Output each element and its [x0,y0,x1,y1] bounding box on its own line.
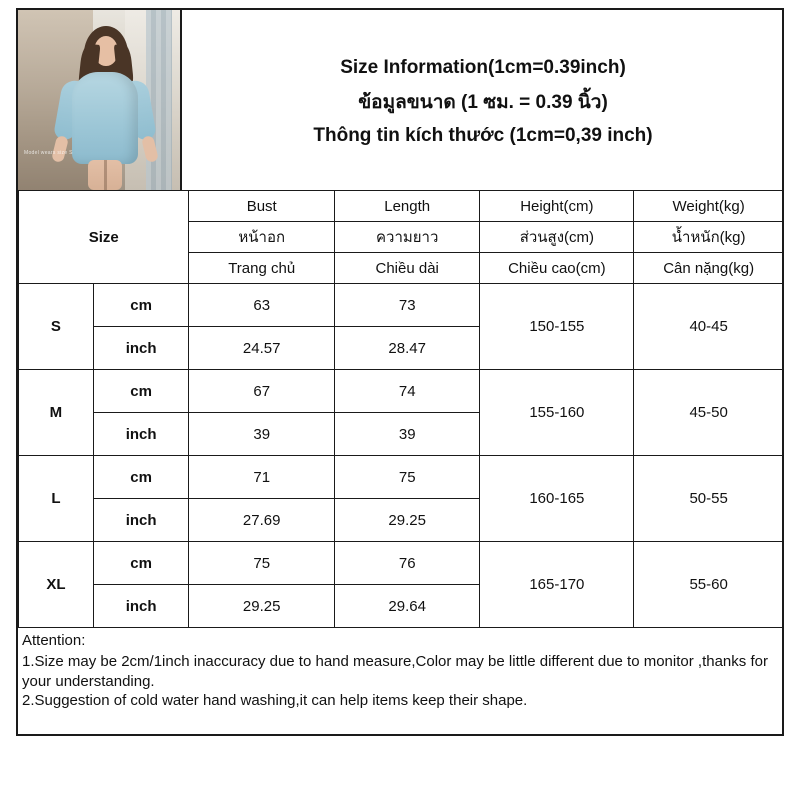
bust-inch-s: 24.57 [189,327,335,370]
header-weight-th: น้ำหนัก(kg) [634,222,784,253]
weight-l: 50-55 [634,456,784,542]
height-s: 150-155 [480,284,634,370]
table-row [19,284,784,327]
title-thai: ข้อมูลขนาด (1 ซม. = 0.39 นิ้ว) [358,92,608,113]
size-table [18,190,784,628]
header-bust-vi: Trang chủ [189,253,335,284]
unit-inch-xl: inch [93,585,189,628]
header-size-label: Size [19,191,189,284]
header-length-en: Length [334,191,480,222]
unit-inch-l: inch [93,499,189,542]
length-cm-xl: 76 [334,542,480,585]
bust-cm-xl: 75 [189,542,335,585]
table-row [19,456,784,499]
height-m: 155-160 [480,370,634,456]
length-inch-xl: 29.64 [334,585,480,628]
header-bust-en: Bust [189,191,335,222]
title-block [182,10,784,190]
bust-cm-m: 67 [189,370,335,413]
height-l: 160-165 [480,456,634,542]
bust-inch-m: 39 [189,413,335,456]
bust-cm-l: 71 [189,456,335,499]
unit-inch-m: inch [93,413,189,456]
garment-dress [72,72,138,164]
weight-s: 40-45 [634,284,784,370]
length-inch-s: 28.47 [334,327,480,370]
length-inch-l: 29.25 [334,499,480,542]
attention-heading: Attention: [22,632,86,649]
attention-note-1: 1.Size may be 2cm/1inch inaccuracy due to hand measure,Color may be little different due to monitor ,thanks for your understanding. [22,652,768,690]
weight-xl: 55-60 [634,542,784,628]
header-height-th: ส่วนสูง(cm) [480,222,634,253]
title-vietnamese: Thông tin kích thước (1cm=0,39 inch) [313,125,653,146]
bust-inch-l: 27.69 [189,499,335,542]
photo-watermark: Model wears size S [24,150,73,156]
length-inch-m: 39 [334,413,480,456]
row-size-m: M [19,370,94,456]
bust-inch-xl: 29.25 [189,585,335,628]
attention-note-2: 2.Suggestion of cold water hand washing,it can help items keep their shape. [22,692,528,710]
unit-cm-s: cm [93,284,189,327]
unit-inch-s: inch [93,327,189,370]
header-height-vi: Chiều cao(cm) [480,253,634,284]
weight-m: 45-50 [634,370,784,456]
unit-cm-xl: cm [93,542,189,585]
table-row [19,542,784,585]
header-weight-en: Weight(kg) [634,191,784,222]
row-size-xl: XL [19,542,94,628]
header-bust-th: หน้าอก [189,222,335,253]
header-weight-vi: Cân nặng(kg) [634,253,784,284]
table-header-row-en [19,191,784,222]
height-xl: 165-170 [480,542,634,628]
product-photo [18,10,182,190]
row-size-s: S [19,284,94,370]
model-leg-gap [104,160,107,190]
header-length-th: ความยาว [334,222,480,253]
header-height-en: Height(cm) [480,191,634,222]
table-row [19,370,784,413]
title-english: Size Information(1cm=0.39inch) [340,57,626,78]
length-cm-m: 74 [334,370,480,413]
unit-cm-m: cm [93,370,189,413]
header-band [18,10,784,190]
unit-cm-l: cm [93,456,189,499]
header-length-vi: Chiều dài [334,253,480,284]
length-cm-s: 73 [334,284,480,327]
bust-cm-s: 63 [189,284,335,327]
size-chart-sheet [16,8,784,736]
attention-block [16,628,784,711]
row-size-l: L [19,456,94,542]
length-cm-l: 75 [334,456,480,499]
